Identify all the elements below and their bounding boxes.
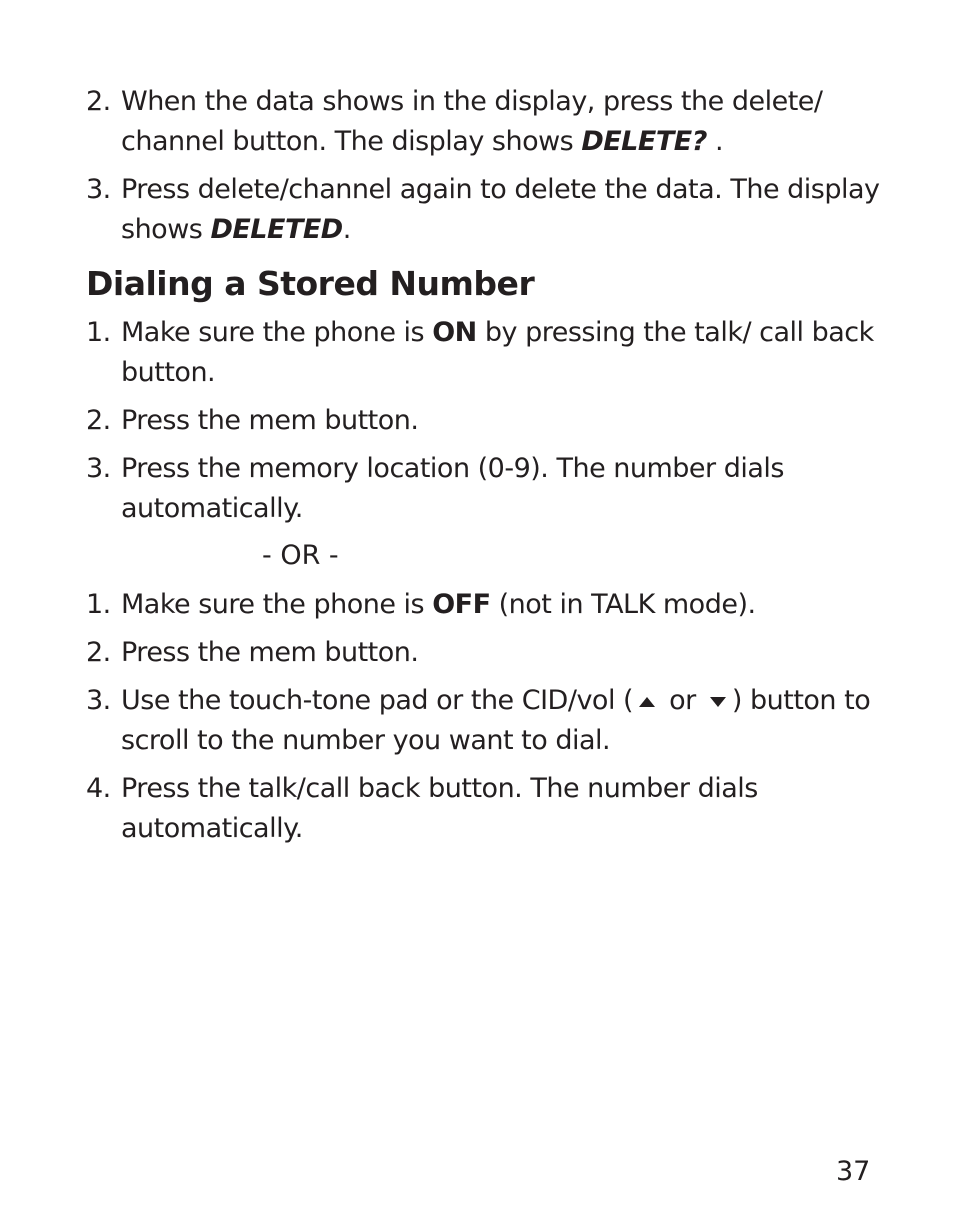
step-number: 2.: [86, 637, 111, 668]
step-text: Press the talk/call back button. The number dials automatically.: [121, 773, 758, 844]
step-text: Press the memory location (0-9). The number dials automatically.: [121, 453, 784, 524]
step-number: 2.: [86, 86, 111, 117]
step-number: 1.: [86, 317, 111, 348]
step-number: 3.: [86, 453, 111, 484]
step-text: Use the touch-tone pad or the CID/vol (: [121, 685, 634, 716]
list-item: [86, 449, 886, 529]
step-text: Make sure the phone is: [121, 589, 433, 620]
step-text-end: by pressing the talk/ call back button.: [121, 317, 874, 388]
step-text: Press delete/channel again to delete the data. The display shows: [121, 174, 880, 245]
emphasis-text: OFF: [432, 589, 491, 620]
section-heading: Dialing a Stored Number: [86, 264, 535, 303]
step-number: 1.: [86, 589, 111, 620]
list-item: [86, 82, 886, 162]
step-text: Press the mem button.: [121, 637, 419, 668]
step-text: Press the mem button.: [121, 405, 419, 436]
or-separator: - OR -: [262, 540, 339, 571]
step-text-end: (not in TALK mode).: [490, 589, 756, 620]
step-number: 3.: [86, 685, 111, 716]
display-message: DELETE?: [581, 126, 707, 157]
step-number: 4.: [86, 773, 111, 804]
down-triangle-icon: [708, 695, 728, 709]
step-number: 2.: [86, 405, 111, 436]
step-text-end: .: [342, 214, 351, 245]
list-item: [86, 313, 886, 393]
list-item: [86, 769, 886, 849]
emphasis-text: ON: [432, 317, 477, 348]
list-item: [86, 401, 886, 441]
step-text-end: .: [706, 126, 724, 157]
list-item: [86, 170, 886, 250]
up-triangle-icon: [637, 695, 657, 709]
step-text-mid: or: [661, 685, 704, 716]
list-item: [86, 633, 886, 673]
step-text: When the data shows in the display, press the delete/ channel button. The display shows: [121, 86, 823, 157]
step-number: 3.: [86, 174, 111, 205]
steps-off-list: [86, 585, 886, 857]
list-item: [86, 585, 886, 625]
step-text-end: ) button to scroll to the number you want to dial.: [121, 685, 871, 756]
page-number: 37: [836, 1156, 871, 1187]
display-message: DELETED: [210, 214, 343, 245]
list-item: [86, 681, 886, 761]
intro-steps-list: [86, 82, 886, 258]
step-text: Make sure the phone is: [121, 317, 433, 348]
steps-on-list: [86, 313, 886, 537]
